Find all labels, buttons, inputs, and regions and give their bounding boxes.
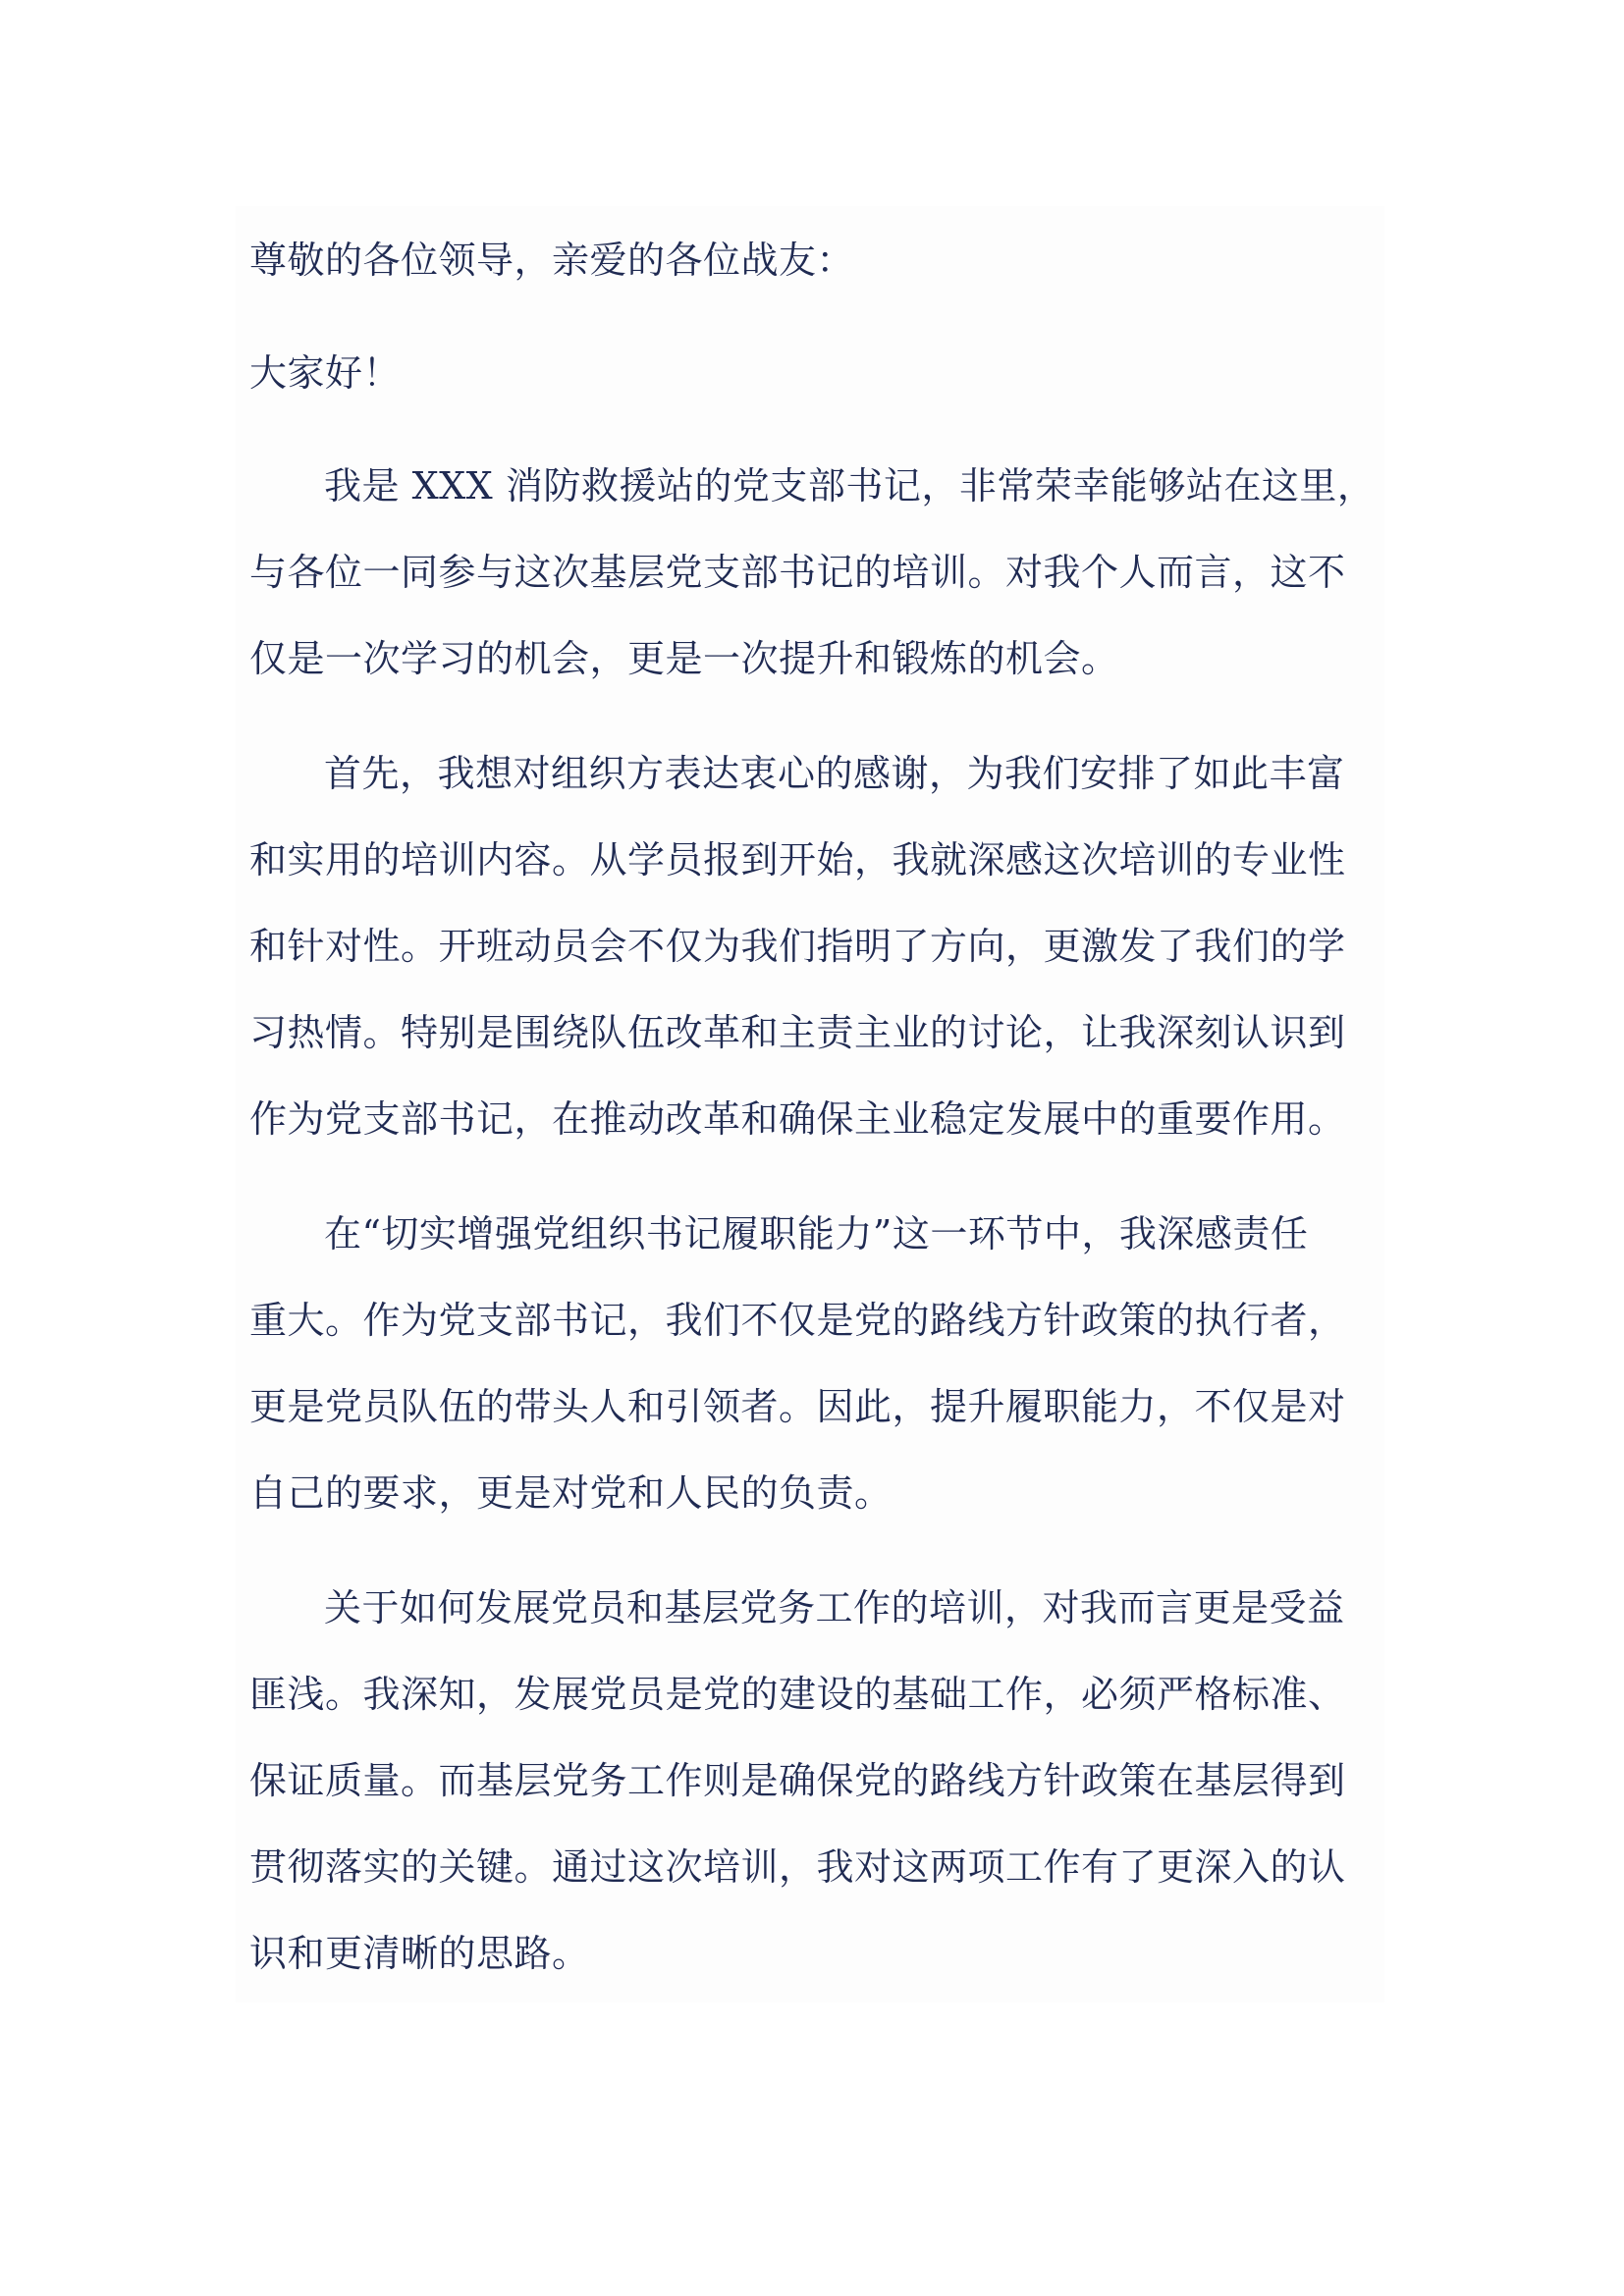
paragraph-4-line-3: 保证质量。而基层党务工作则是确保党的路线方针政策在基层得到 xyxy=(249,1759,1346,1802)
paragraph-1-line-3: 仅是一次学习的机会，更是一次提升和锻炼的机会。 xyxy=(249,637,1119,680)
paragraph-3-line-4: 自己的要求，更是对党和人民的负责。 xyxy=(249,1471,893,1515)
paragraph-3-line-3: 更是党员队伍的带头人和引领者。因此，提升履职能力，不仅是对 xyxy=(249,1385,1346,1428)
paragraph-3-line-2: 重大。作为党支部书记，我们不仅是党的路线方针政策的执行者， xyxy=(249,1299,1346,1342)
paragraph-2-line-3: 和针对性。开班动员会不仅为我们指明了方向，更激发了我们的学 xyxy=(249,925,1346,968)
paragraph-2-line-2: 和实用的培训内容。从学员报到开始，我就深感这次培训的专业性 xyxy=(249,838,1346,881)
paragraph-4-line-5: 识和更清晰的思路。 xyxy=(249,1932,590,1975)
paragraph-2-line-5: 作为党支部书记，在推动改革和确保主业稳定发展中的重要作用。 xyxy=(249,1097,1346,1141)
paragraph-2-line-1: 首先，我想对组织方表达衷心的感谢，为我们安排了如此丰富 xyxy=(324,752,1345,795)
paragraph-1-line-2: 与各位一同参与这次基层党支部书记的培训。对我个人而言，这不 xyxy=(249,551,1346,594)
paragraph-4-line-1: 关于如何发展党员和基层党务工作的培训，对我而言更是受益 xyxy=(324,1586,1345,1629)
paragraph-4-line-4: 贯彻落实的关键。通过这次培训，我对这两项工作有了更深入的认 xyxy=(249,1845,1346,1889)
paragraph-1-line-1: 我是 XXX 消防救援站的党支部书记，非常荣幸能够站在这里， xyxy=(324,464,1376,507)
greeting: 大家好！ xyxy=(249,351,402,395)
salutation: 尊敬的各位领导，亲爱的各位战友： xyxy=(249,239,855,282)
paragraph-3-line-1: 在“切实增强党组织书记履职能力”这一环节中，我深感责任 xyxy=(324,1212,1309,1255)
paragraph-4-line-2: 匪浅。我深知，发展党员是党的建设的基础工作，必须严格标准、 xyxy=(249,1673,1346,1716)
paragraph-2-line-4: 习热情。特别是围绕队伍改革和主责主业的讨论，让我深刻认识到 xyxy=(249,1011,1346,1054)
